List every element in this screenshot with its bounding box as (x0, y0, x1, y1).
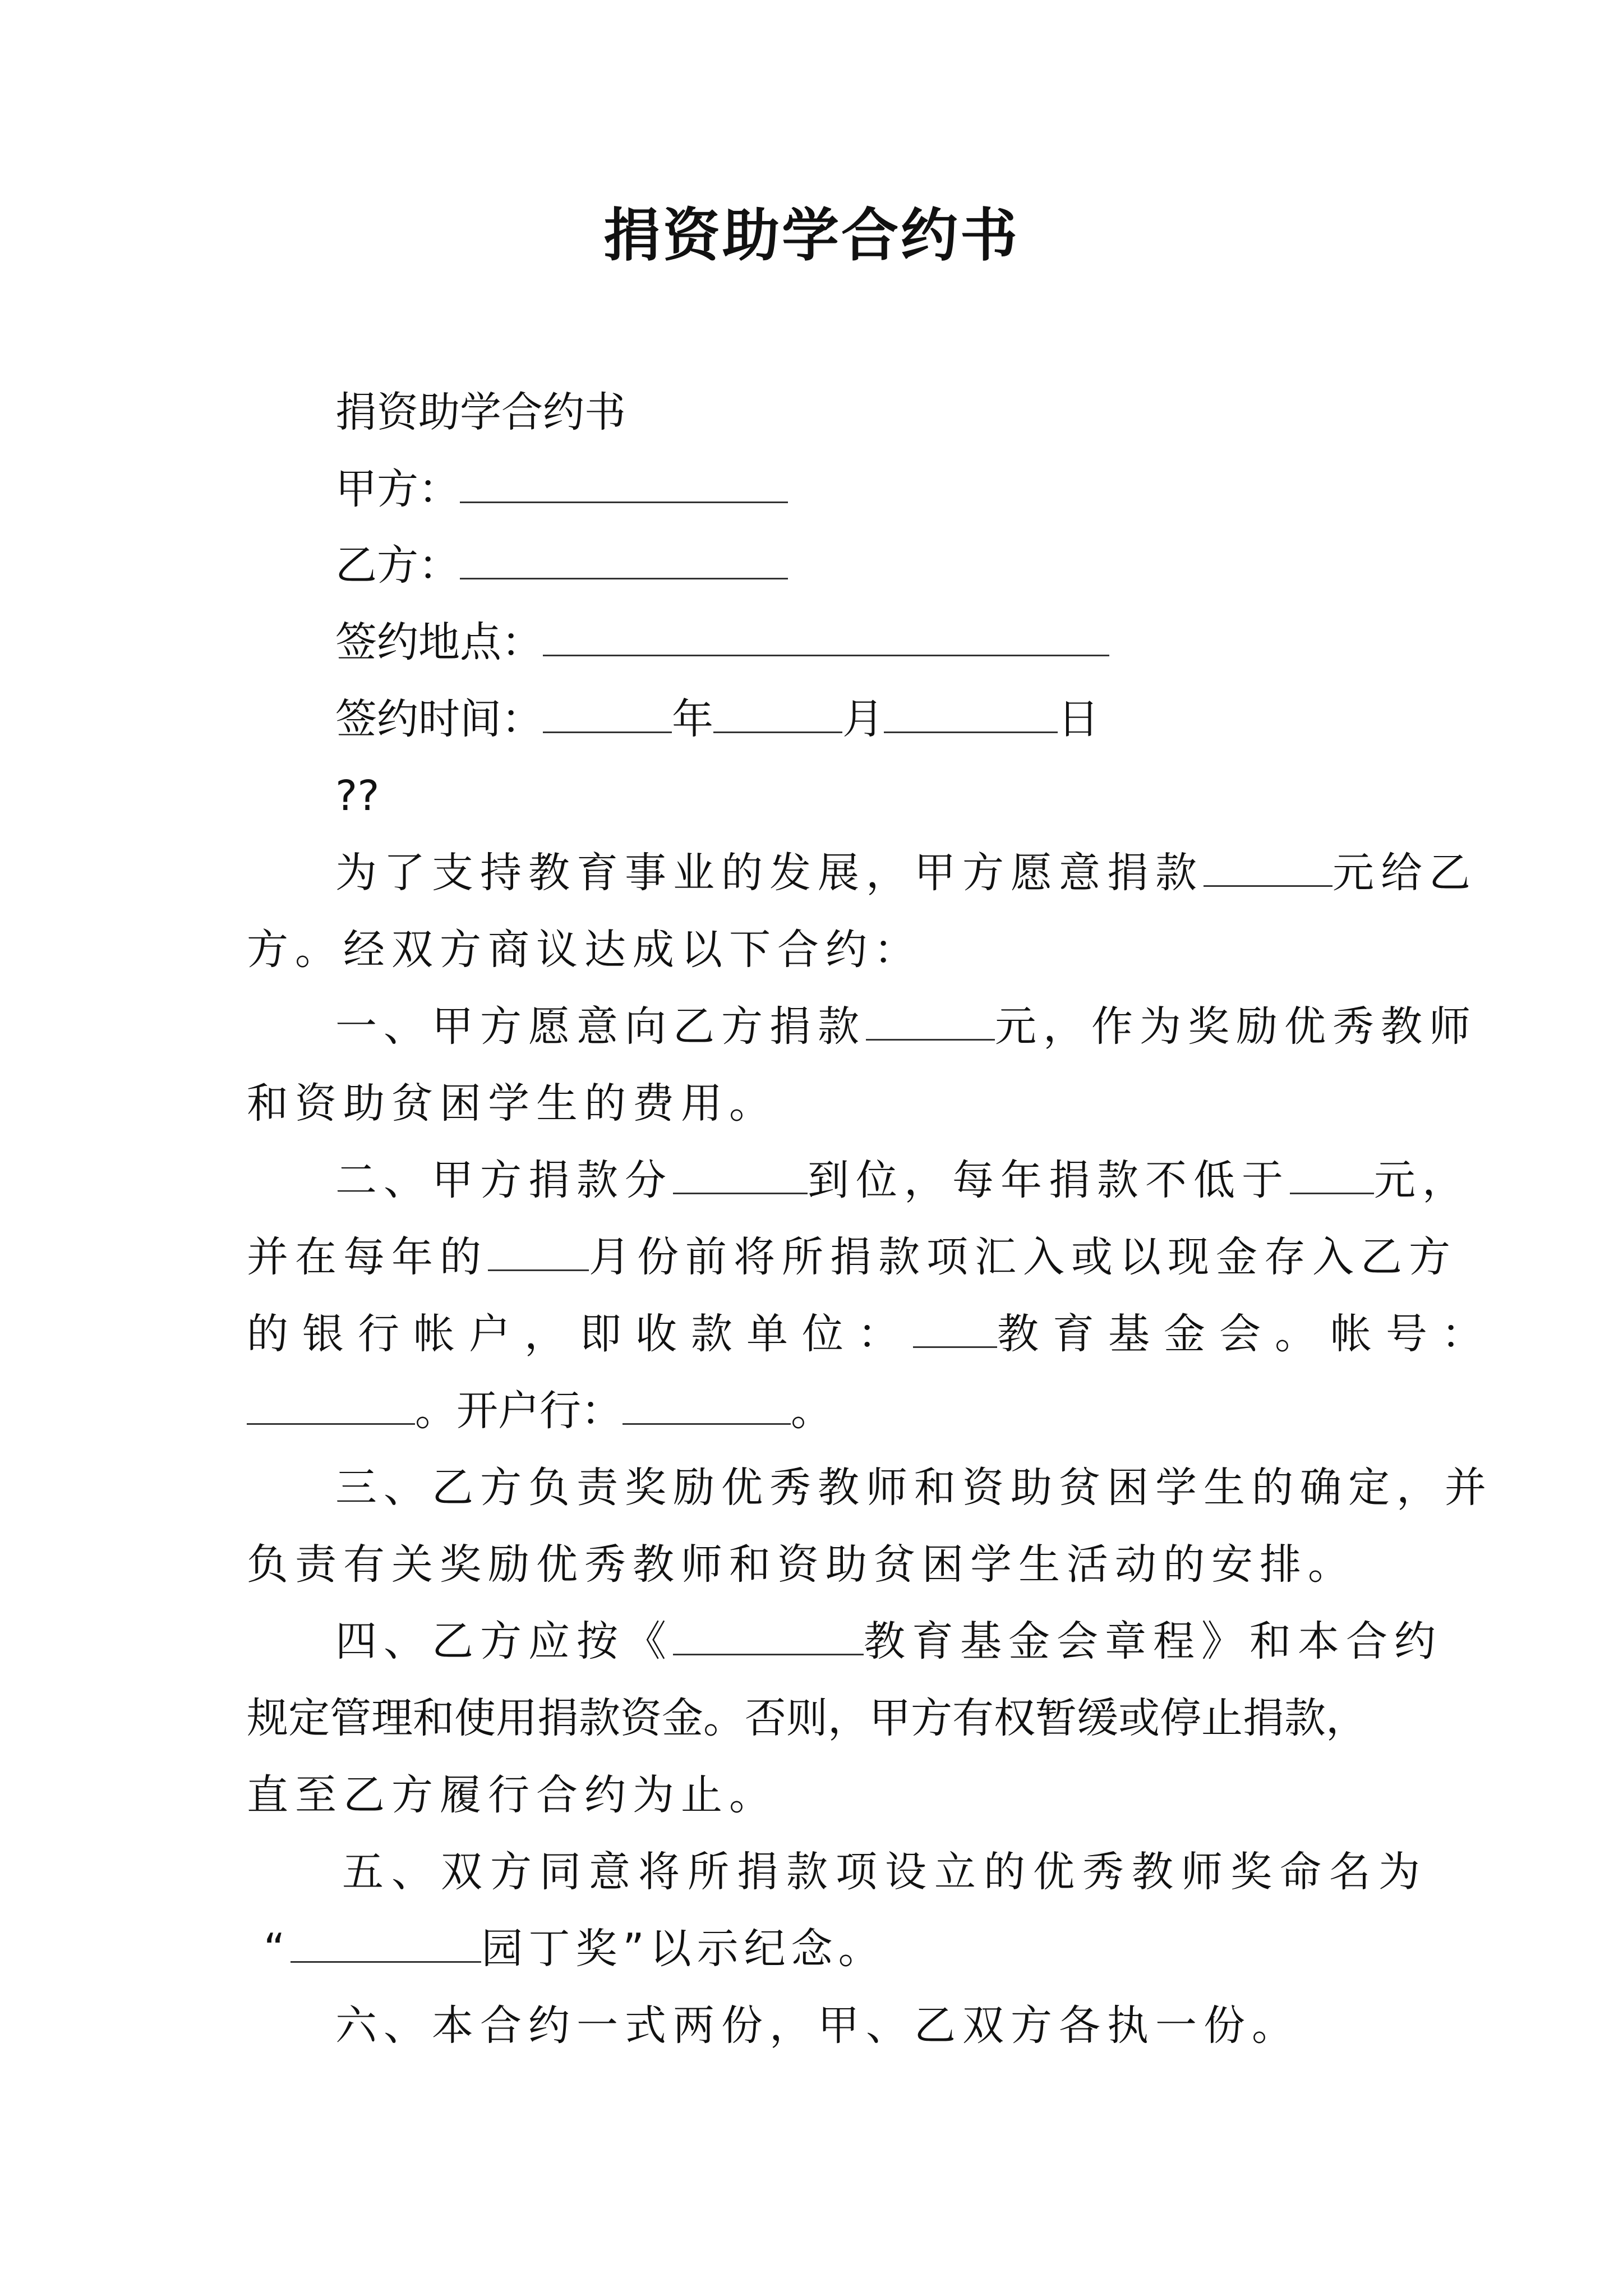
award-name-blank (291, 1923, 481, 1963)
year-label: 年 (672, 695, 713, 743)
clause-6-line-1: 六、本合约一式两份，甲、乙双方各执一份。 (335, 2001, 1300, 2050)
clause-2-line-1 (335, 1152, 1470, 1208)
time-line (335, 691, 1099, 747)
clause-4-line-1 (335, 1613, 1442, 1669)
clause-2-text-d: 并在每年的 (247, 1233, 488, 1281)
clause-2-payee-blank (913, 1308, 997, 1348)
party-a-label: 甲方： (335, 465, 460, 513)
clause-4-line-2: 规定管理和使用捐款资金。否则，甲方有权暂缓或停止捐款， (247, 1694, 1367, 1742)
party-a-line (335, 461, 788, 517)
clause-4-text-b: 教育基金会章程》和本合约 (864, 1617, 1442, 1665)
place-blank (543, 616, 1109, 656)
clause-1-line-1 (335, 999, 1477, 1055)
clause-2-line-4 (247, 1383, 832, 1439)
clause-4-text-a: 四、乙方应按《 (335, 1617, 673, 1665)
intro-line-1 (335, 845, 1477, 901)
clause-4-foundation-blank (673, 1616, 864, 1655)
clause-2-text-g: 教育基金会。帐号： (997, 1310, 1497, 1358)
place-label: 签约地点： (335, 618, 543, 666)
clause-2-line-2 (247, 1229, 1457, 1285)
month-label: 月 (842, 695, 884, 743)
clause-2-text-i: 。 (791, 1387, 832, 1435)
clause-2-text-b: 到位，每年捐款不低于 (808, 1156, 1290, 1204)
day-label: 日 (1058, 695, 1099, 743)
intro-amount-blank (1204, 847, 1332, 887)
day-blank (884, 693, 1058, 733)
bank-name-blank (623, 1385, 791, 1425)
clause-2-text-a: 二、甲方捐款分 (335, 1156, 673, 1204)
place-line (335, 614, 1109, 670)
clause-4-line-3: 直至乙方履行合约为止。 (247, 1771, 777, 1819)
clause-1-amount-blank (866, 1001, 995, 1041)
intro-line-2: 方。经双方商议达成以下合约： (247, 926, 922, 974)
party-b-blank (460, 540, 788, 579)
year-blank (543, 693, 672, 733)
clause-2-text-h: 。开户行： (415, 1387, 623, 1435)
party-b-line (335, 537, 788, 593)
account-number-blank (247, 1385, 415, 1425)
clause-3-line-1: 三、乙方负责奖励优秀教师和资助贫困学生的确定，并 (335, 1464, 1493, 1512)
clause-2-text-f: 的银行帐户，即收款单位： (247, 1310, 913, 1358)
clause-2-text-c: 元， (1374, 1156, 1470, 1204)
party-b-label: 乙方： (335, 541, 460, 590)
clause-2-text-e: 月份前将所捐款项汇入或以现金存入乙方 (589, 1233, 1457, 1281)
time-label: 签约时间： (335, 695, 543, 743)
document-title: 捐资助学合约书 (603, 202, 1020, 269)
intro-text-a: 为了支持教育事业的发展，甲方愿意捐款 (335, 849, 1204, 897)
clause-2-minimum-blank (1290, 1154, 1374, 1194)
clause-1-text-b: 元，作为奖励优秀教师 (995, 1002, 1477, 1051)
clause-2-month-blank (488, 1231, 589, 1271)
clause-1-line-2: 和资助贫困学生的费用。 (247, 1079, 777, 1128)
month-blank (713, 693, 842, 733)
clause-1-text-a: 一、甲方愿意向乙方捐款 (335, 1002, 866, 1051)
intro-text-b: 元给乙 (1332, 849, 1477, 897)
clause-5-quote: “ (264, 1925, 291, 1973)
clause-2-installments-blank (673, 1154, 808, 1194)
subtitle: 捐资助学合约书 (335, 388, 626, 436)
clause-5-line-1: 五、双方同意将所捐款项设立的优秀教师奖命名为 (342, 1848, 1428, 1896)
clause-2-line-3 (247, 1306, 1497, 1362)
party-a-blank (460, 463, 788, 503)
clause-5-text-b: 园丁奖”以示纪念。 (481, 1925, 886, 1973)
clause-3-line-2: 负责有关奖励优秀教师和资助贫困学生活动的安排。 (247, 1540, 1356, 1589)
clause-5-line-2 (264, 1921, 886, 1977)
placeholder-marks: ?? (335, 772, 380, 820)
